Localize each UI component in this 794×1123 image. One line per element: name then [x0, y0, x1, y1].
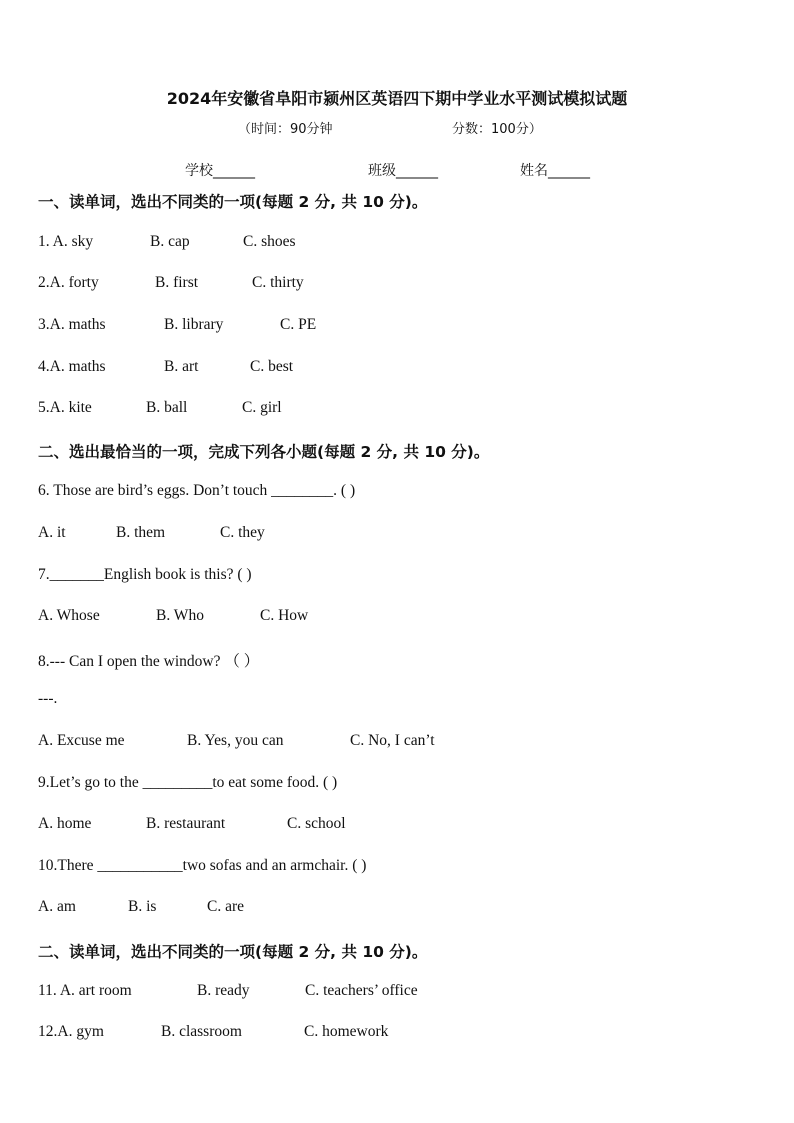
page-title: 2024年安徽省阜阳市颍州区英语四下期中学业水平测试模拟试题 [166, 89, 628, 108]
question-8-text: 8.--- Can I open the window? （ ） [38, 653, 260, 670]
q3-option-c[interactable]: C. PE [280, 316, 317, 333]
q1-option-a[interactable]: 1. A. sky [38, 233, 94, 250]
q9-option-b[interactable]: B. restaurant [146, 815, 226, 832]
q8-option-c[interactable]: C. No, I can’t [350, 732, 435, 749]
question-6-text: 6. Those are bird’s eggs. Don’t touch ________. ( ) [38, 482, 356, 499]
q1-option-c[interactable]: C. shoes [243, 233, 296, 250]
exam-time: （时间：90分钟 [238, 122, 333, 137]
q5-option-c[interactable]: C. girl [242, 399, 282, 416]
q10-option-a[interactable]: A. am [38, 898, 76, 915]
q8-option-a[interactable]: A. Excuse me [38, 732, 125, 749]
q5-option-b[interactable]: B. ball [146, 399, 188, 416]
school-field[interactable]: 学校______ [185, 163, 255, 179]
q9-option-c[interactable]: C. school [287, 815, 346, 832]
q6-option-b[interactable]: B. them [116, 524, 166, 541]
exam-score: 分数：100分） [452, 122, 542, 137]
q10-option-b[interactable]: B. is [128, 898, 157, 915]
question-10-text: 10.There ___________two sofas and an armchair. ( ) [38, 857, 367, 874]
section-3-heading: 二、读单词，选出不同类的一项(每题 2 分, 共 10 分)。 [38, 943, 428, 961]
q12-option-a[interactable]: 12.A. gym [38, 1023, 104, 1040]
q11-option-a[interactable]: 11. A. art room [38, 982, 132, 999]
q6-option-c[interactable]: C. they [220, 524, 265, 541]
section-2-heading: 二、选出最恰当的一项，完成下列各小题(每题 2 分, 共 10 分)。 [38, 443, 490, 461]
name-field[interactable]: 姓名______ [520, 163, 590, 179]
q12-option-b[interactable]: B. classroom [161, 1023, 242, 1040]
class-field[interactable]: 班级______ [368, 163, 438, 179]
q5-option-a[interactable]: 5.A. kite [38, 399, 92, 416]
q4-option-a[interactable]: 4.A. maths [38, 358, 106, 375]
q2-option-a[interactable]: 2.A. forty [38, 274, 99, 291]
question-7-text: 7._______English book is this? ( ) [38, 566, 252, 583]
q3-option-a[interactable]: 3.A. maths [38, 316, 106, 333]
q7-option-b[interactable]: B. Who [156, 607, 204, 624]
q11-option-c[interactable]: C. teachers’ office [305, 982, 418, 999]
q10-option-c[interactable]: C. are [207, 898, 245, 915]
q12-option-c[interactable]: C. homework [304, 1023, 389, 1040]
q7-option-c[interactable]: C. How [260, 607, 309, 624]
q7-option-a[interactable]: A. Whose [38, 607, 100, 624]
q2-option-c[interactable]: C. thirty [252, 274, 304, 291]
question-8-answer-line: ---. [38, 690, 58, 707]
q8-option-b[interactable]: B. Yes, you can [187, 732, 284, 749]
q11-option-b[interactable]: B. ready [197, 982, 250, 999]
q2-option-b[interactable]: B. first [155, 274, 199, 291]
q1-option-b[interactable]: B. cap [150, 233, 190, 250]
q4-option-c[interactable]: C. best [250, 358, 294, 375]
section-1-heading: 一、读单词，选出不同类的一项(每题 2 分, 共 10 分)。 [38, 193, 428, 211]
q6-option-a[interactable]: A. it [38, 524, 66, 541]
q9-option-a[interactable]: A. home [38, 815, 92, 832]
question-9-text: 9.Let’s go to the _________to eat some food. ( ) [38, 774, 338, 791]
q3-option-b[interactable]: B. library [164, 316, 224, 333]
q4-option-b[interactable]: B. art [164, 358, 199, 375]
